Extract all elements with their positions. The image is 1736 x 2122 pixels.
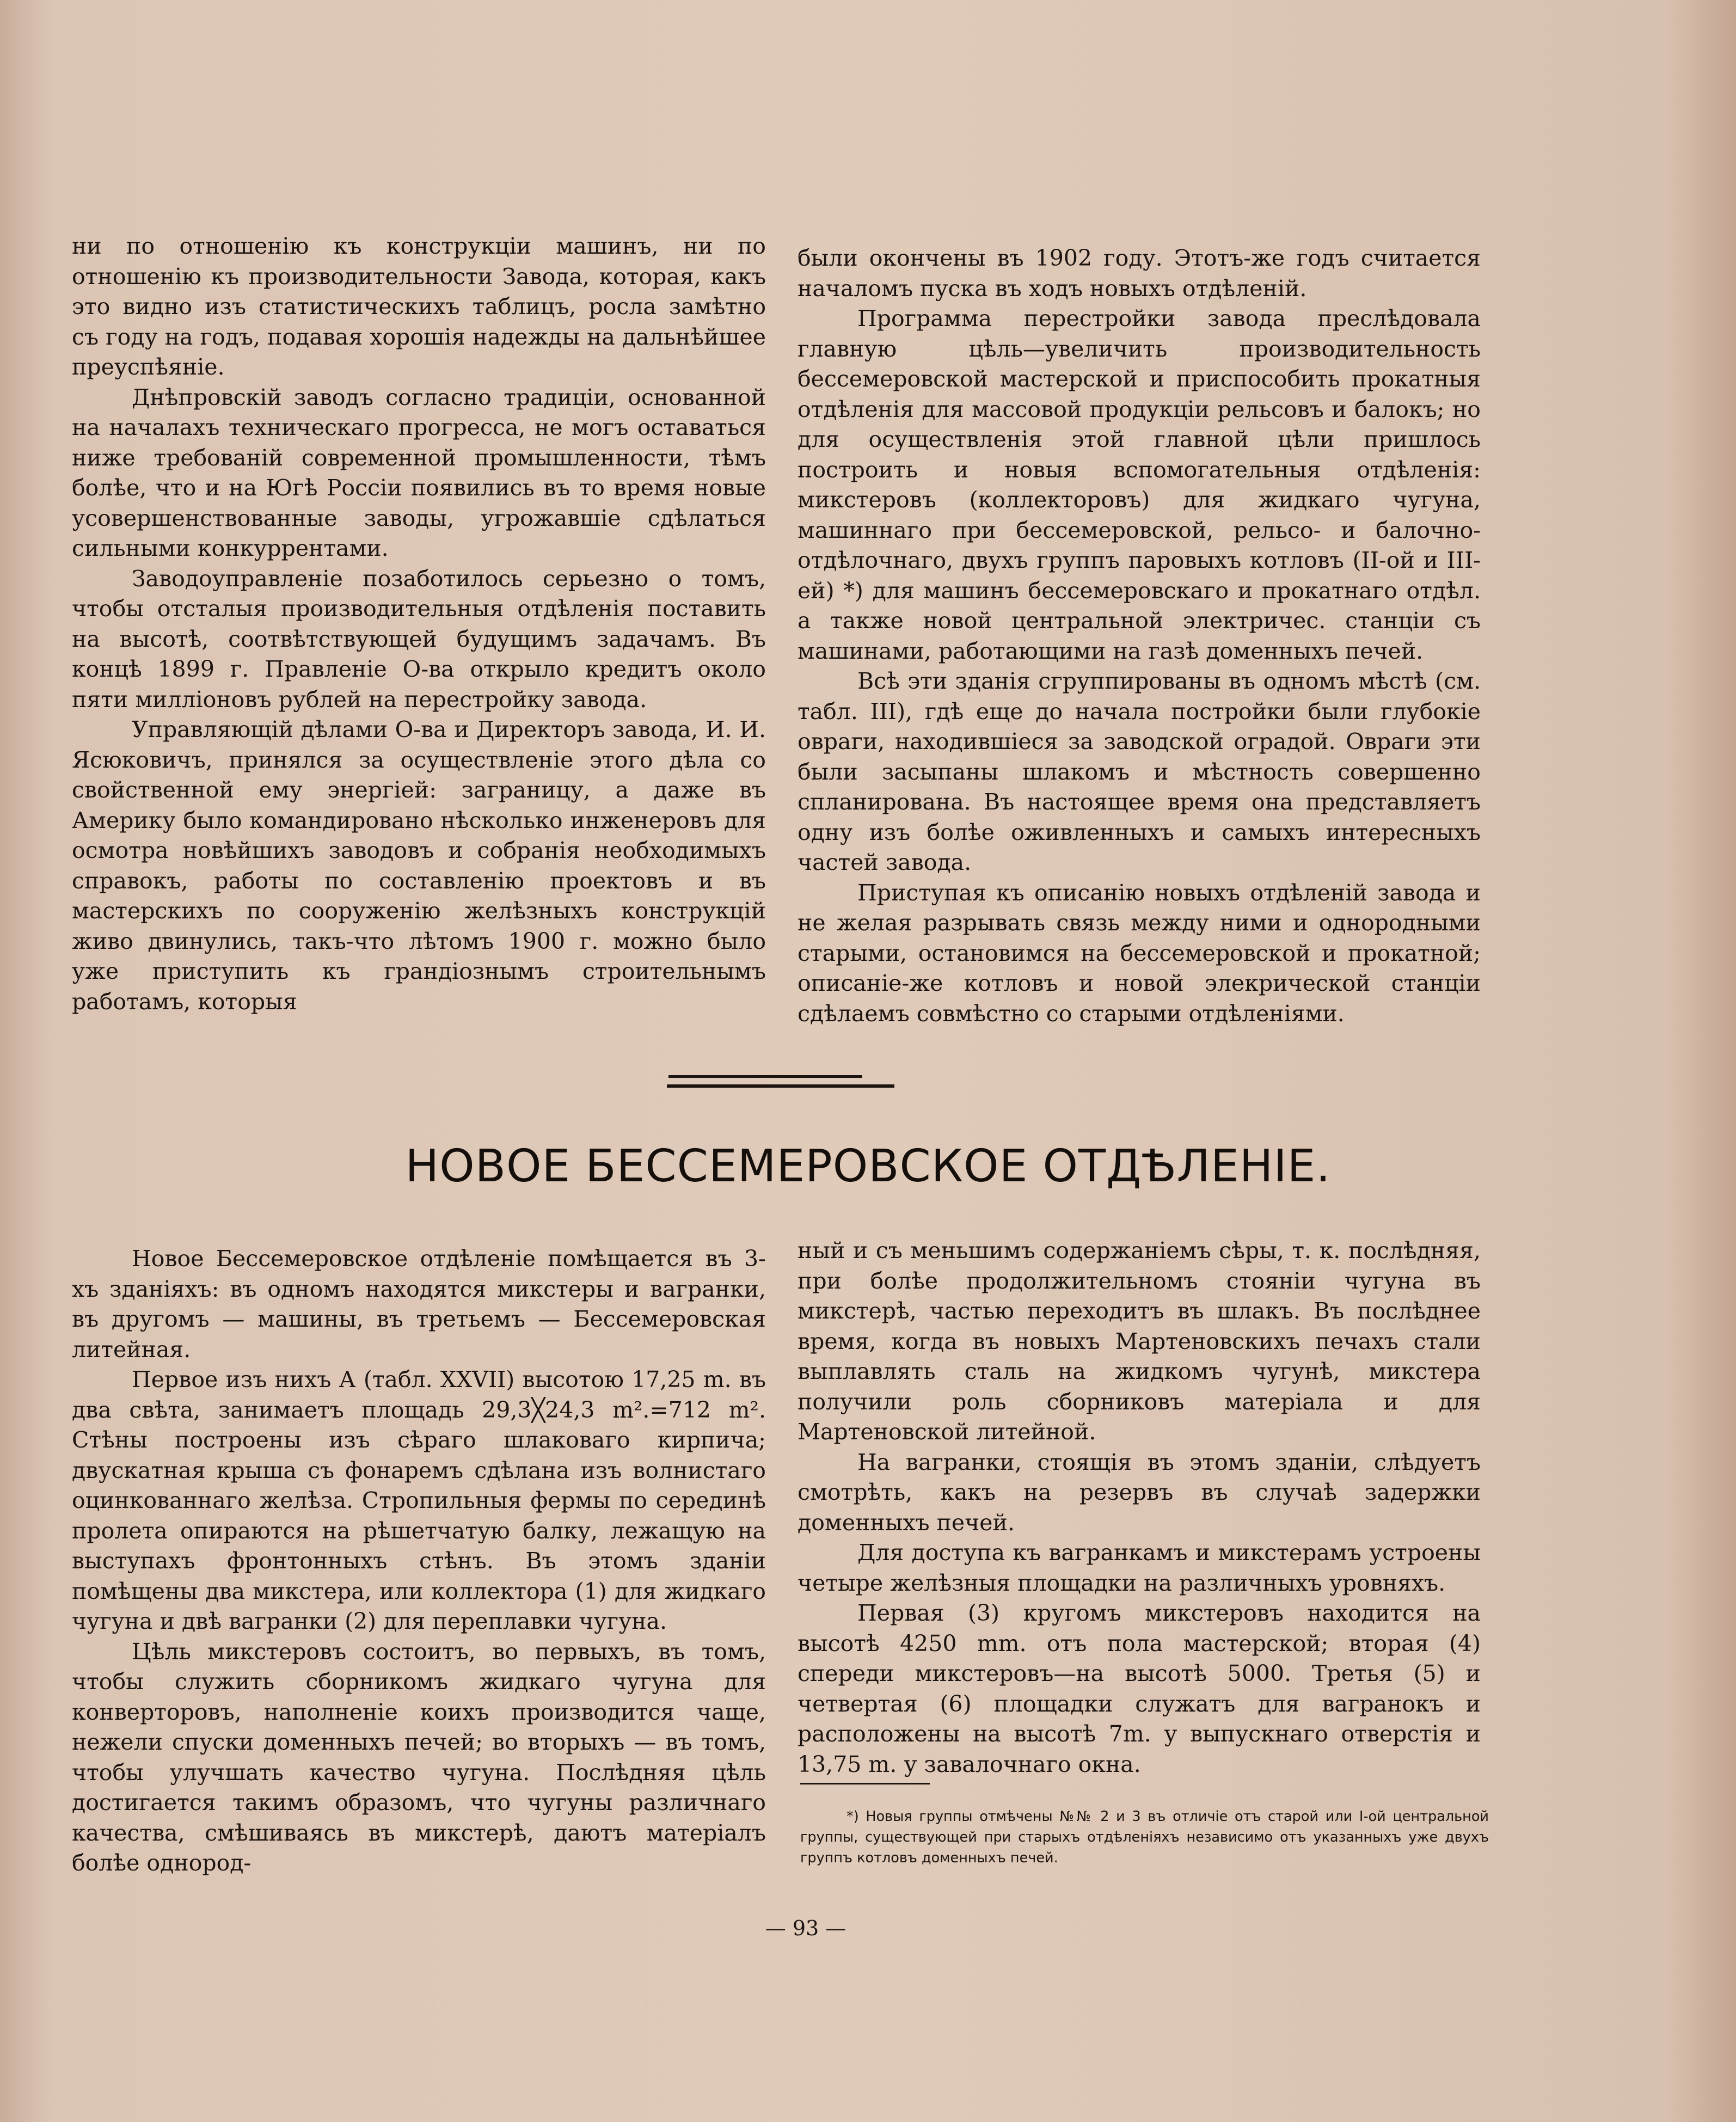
footnote-text: *) Новыя группы отмѣчены №№ 2 и 3 въ отличіе отъ старой или I-ой центральной группы, существующей при старыхъ отдѣленіяхъ независимо отъ указанныхъ уже двухъ группъ котловъ доменныхъ печей. bbox=[800, 1808, 1489, 1866]
section-divider-upper bbox=[668, 1075, 862, 1078]
paragraph: ный и съ меньшимъ содержаніемъ сѣры, т. к. послѣдняя, при болѣе продолжительномъ стояніи чугуна въ микстерѣ, частью переходитъ въ шлакъ. Въ послѣднее время, когда въ новыхъ Мартеновскихъ печахъ стали выплавлять сталь на жидкомъ чугунѣ, микстера получили роль сборниковъ матеріала и для Мартеновской литейной. bbox=[798, 1237, 1481, 1445]
paragraph: Новое Бессемеровское отдѣленіе помѣщается въ 3-хъ зданіяхъ: въ одномъ находятся микстеры и вагранки, въ другомъ — машины, въ третьемъ — Бессемеровская литейная. bbox=[72, 1246, 766, 1363]
paragraph: Управляющій дѣлами О-ва и Директоръ завода, И. И. Ясюковичъ, принялся за осуществленіе этого дѣла со свойственной ему энергіей: заграницу, а даже въ Америку было командировано нѣсколько инженеровъ для осмотра новѣйшихъ заводовъ и собранія необходимыхъ справокъ, работы по составленію проектовъ и въ мастерскихъ по сооруженію желѣзныхъ конструкцій живо двинулись, такъ-что лѣтомъ 1900 г. можно было уже приступить къ грандіознымъ строительнымъ работамъ, которыя bbox=[72, 716, 766, 1015]
text-column-top-left bbox=[72, 231, 766, 1017]
paragraph: Первая (3) кругомъ микстеровъ находится на высотѣ 4250 mm. отъ пола мастерской; вторая (4) спереди микстеровъ—на высотѣ 5000. Третья (5) и четвертая (6) площадки служатъ для вагранокъ и расположены на высотѣ 7m. у выпускнаго отверстія и 13,75 m. у завалочнаго окна. bbox=[798, 1600, 1481, 1777]
text-column-bottom-right bbox=[798, 1236, 1481, 1780]
paragraph: были окончены въ 1902 году. Этотъ-же годъ считается началомъ пуска въ ходъ новыхъ отдѣленій. bbox=[798, 245, 1481, 302]
paragraph: Приступая къ описанію новыхъ отдѣленій завода и не желая разрывать связь между ними и однородными старыми, остановимся на бессемеровской и прокатной; описаніе-же котловъ и новой элекрической станціи сдѣлаемъ совмѣстно со старыми отдѣленіями. bbox=[798, 879, 1481, 1027]
text-column-bottom-left bbox=[72, 1244, 766, 1879]
paragraph: ни по отношенію къ конструкціи машинъ, ни по отношенію къ производительности Завода, которая, какъ это видно изъ статистическихъ таблицъ, росла замѣтно съ году на годъ, подавая хорошія надежды на дальнѣйшее преуспѣяніе. bbox=[72, 233, 766, 380]
footnote bbox=[800, 1806, 1489, 1868]
paragraph: Цѣль микстеровъ состоитъ, во первыхъ, въ томъ, чтобы служить сборникомъ жидкаго чугуна для конверторовъ, наполненіе коихъ производится чаще, нежели спуски доменныхъ печей; во вторыхъ — въ томъ, чтобы улучшать качество чугуна. Послѣдняя цѣль достигается такимъ образомъ, что чугуны различнаго качества, смѣшиваясь въ микстерѣ, даютъ матеріалъ болѣе однород- bbox=[72, 1638, 766, 1876]
paragraph: Первое изъ нихъ А (табл. XXVII) высотою 17,25 m. въ два свѣта, занимаетъ площадь 29,3╳24,3 m².=712 m². Стѣны построены изъ сѣраго шлаковаго кирпича; двускатная крыша съ фонаремъ сдѣлана изъ волнистаго оцинкованнаго желѣза. Стропильныя фермы по серединѣ пролета опираются на рѣшетчатую балку, лежащую на выступахъ фронтонныхъ стѣнъ. Въ этомъ зданіи помѣщены два микстера, или коллектора (1) для жидкаго чугуна и двѣ вагранки (2) для переплавки чугуна. bbox=[72, 1366, 766, 1634]
paragraph: На вагранки, стоящія въ этомъ зданіи, слѣдуетъ смотрѣть, какъ на резервъ въ случаѣ задержки доменныхъ печей. bbox=[798, 1449, 1481, 1536]
section-heading: НОВОЕ БЕССЕМЕРОВСКОЕ ОТДѢЛЕНІЕ. bbox=[405, 1140, 1331, 1192]
paragraph: Днѣпровскій заводъ согласно традиціи, основанной на началахъ техническаго прогресса, не могъ оставаться ниже требованій современной промышленности, тѣмъ болѣе, что и на Югѣ Россіи появились въ то время новые усовершенствованные заводы, угрожавшіе сдѣлаться сильными конкуррентами. bbox=[72, 384, 766, 561]
paragraph: Для доступа къ вагранкамъ и микстерамъ устроены четыре желѣзныя площадки на различныхъ уровняхъ. bbox=[798, 1540, 1481, 1596]
section-divider-lower bbox=[667, 1084, 894, 1088]
paragraph: Программа перестройки завода преслѣдовала главную цѣль—увеличить производительность бессемеровской мастерской и приспособить прокатныя отдѣленія для массовой продукціи рельсовъ и балокъ; но для осуществленія этой главной цѣли пришлось построить и новыя вспомогательныя отдѣленія: микстеровъ (коллекторовъ) для жидкаго чугуна, машиннаго при бессемеровской, рельсо- и балочно-отдѣлочнаго, двухъ группъ паровыхъ котловъ (II-ой и III-ей) *) для машинъ бессемеровскаго и прокатнаго отдѣл. а также новой центральной электричес. станціи съ машинами, работающими на газѣ доменныхъ печей. bbox=[798, 305, 1481, 664]
footnote-divider bbox=[800, 1783, 930, 1784]
paragraph: Всѣ эти зданія сгруппированы въ одномъ мѣстѣ (см. табл. III), гдѣ еще до начала постройки были глубокіе овраги, находившіеся за заводской оградой. Овраги эти были засыпаны шлакомъ и мѣстность совершенно спланирована. Въ настоящее время она представляетъ одну изъ болѣе оживленныхъ и самыхъ интересныхъ частей завода. bbox=[798, 668, 1481, 875]
text-column-top-right bbox=[798, 243, 1481, 1029]
page-number: — 93 — bbox=[765, 1916, 846, 1940]
paragraph: Заводоуправленіе позаботилось серьезно о томъ, чтобы отсталыя производительныя отдѣленія поставить на высотѣ, соотвѣтствующей будущимъ задачамъ. Въ концѣ 1899 г. Правленіе О-ва открыло кредитъ около пяти милліоновъ рублей на перестройку завода. bbox=[72, 565, 766, 713]
